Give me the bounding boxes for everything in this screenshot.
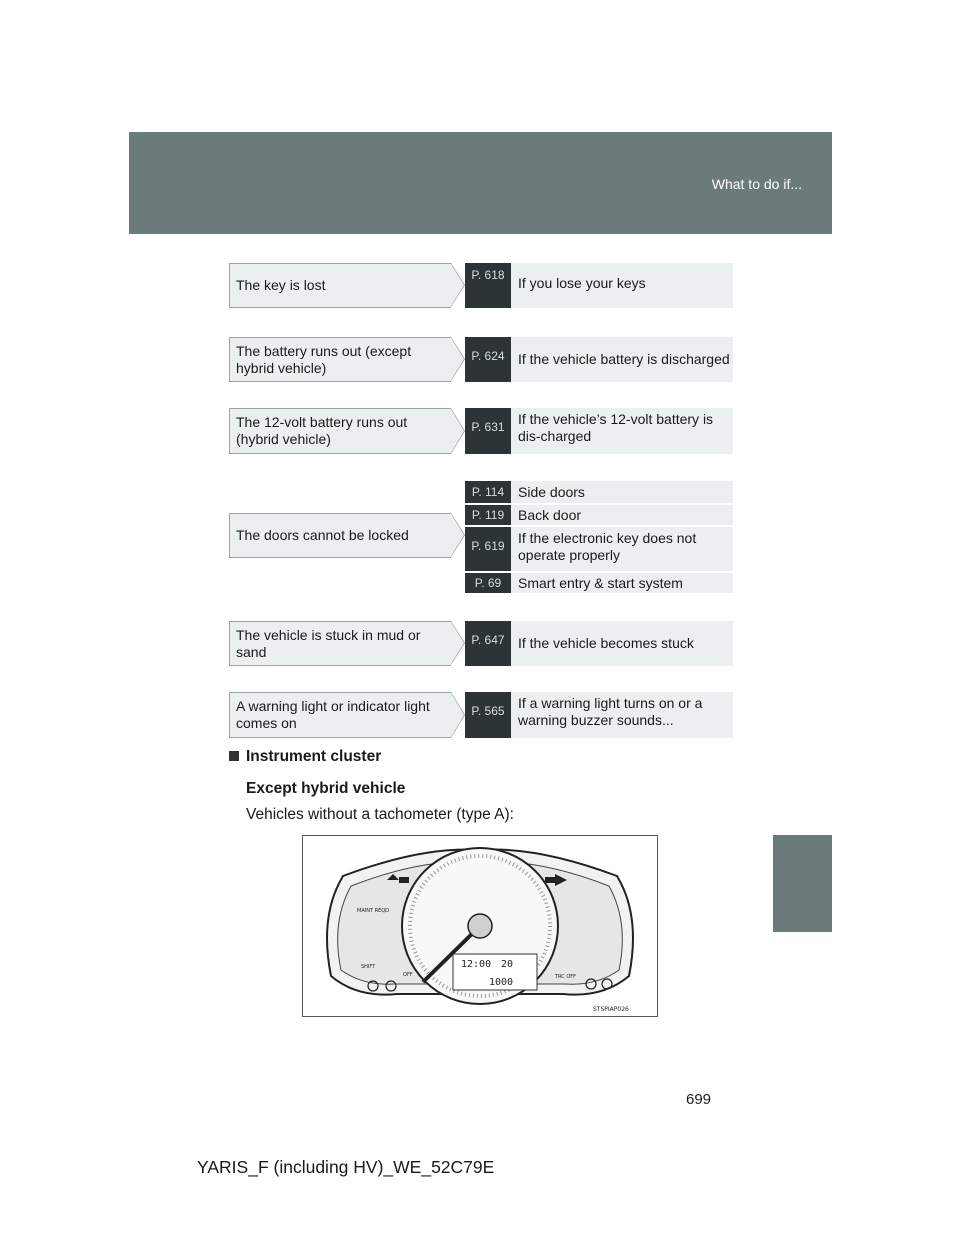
reference-item[interactable] <box>465 505 733 525</box>
page-reference[interactable]: P. 647 <box>465 621 511 666</box>
troubleshoot-row <box>229 481 733 593</box>
shift-label: SHIFT <box>361 964 376 970</box>
clock-readout: 12:00 <box>461 959 492 970</box>
reference-item[interactable] <box>465 337 733 382</box>
chapter-header <box>129 132 832 234</box>
reference-item[interactable] <box>465 573 733 593</box>
square-bullet-icon <box>229 751 239 761</box>
reference-text: If the vehicle battery is discharged <box>518 351 730 367</box>
problem-label: A warning light or indicator light comes on <box>229 692 451 738</box>
reference-item[interactable] <box>465 692 733 738</box>
reference-text: If a warning light turns on or a warning buzzer sounds... <box>518 695 703 728</box>
figure-caption: Vehicles without a tachometer (type A): <box>246 806 514 823</box>
troubleshoot-row <box>229 337 733 382</box>
chapter-title: What to do if... <box>711 176 802 192</box>
troubleshoot-row <box>229 408 733 454</box>
page-reference[interactable]: P. 619 <box>465 527 511 571</box>
troubleshoot-row <box>229 692 733 738</box>
odometer-readout: 1000 <box>489 977 514 988</box>
maint-reqd-label: MAINT REQD <box>357 908 390 914</box>
page-number: 699 <box>686 1091 712 1108</box>
document-code: YARIS_F (including HV)_WE_52C79E <box>197 1157 495 1177</box>
figure-code: STSPIAP026 <box>593 1006 629 1013</box>
problem-label: The battery runs out (except hybrid vehicle) <box>229 337 451 382</box>
chapter-side-tab <box>773 835 832 932</box>
reference-text: If the electronic key does not operate properly <box>518 530 697 563</box>
page-reference[interactable]: P. 624 <box>465 337 511 382</box>
temperature-readout: 20 <box>501 959 514 970</box>
page-reference[interactable]: P. 114 <box>465 481 511 503</box>
troubleshoot-row <box>229 263 733 308</box>
page-reference[interactable]: P. 631 <box>465 408 511 454</box>
reference-text: If the vehicle becomes stuck <box>518 635 694 651</box>
reference-item[interactable] <box>465 621 733 666</box>
reference-item[interactable] <box>465 481 733 503</box>
problem-label: The 12-volt battery runs out (hybrid vehicle) <box>229 408 451 454</box>
off-label: OFF <box>403 972 413 978</box>
reference-item[interactable] <box>465 527 733 571</box>
problem-label: The vehicle is stuck in mud or sand <box>229 621 451 666</box>
reference-text: If you lose your keys <box>518 275 646 291</box>
section-heading: Instrument cluster <box>229 748 381 766</box>
instrument-cluster-figure <box>302 835 658 1017</box>
page-reference[interactable]: P. 69 <box>465 573 511 593</box>
reference-text: If the vehicle’s 12-volt battery is dis-charged <box>518 411 714 444</box>
section-subtitle: Except hybrid vehicle <box>246 780 406 797</box>
instrument-cluster-illustration <box>303 836 657 1016</box>
reference-item[interactable] <box>465 408 733 454</box>
troubleshoot-row <box>229 621 733 666</box>
page-reference[interactable]: P. 119 <box>465 505 511 525</box>
reference-text: Side doors <box>518 483 585 500</box>
reference-text: Smart entry & start system <box>518 574 683 591</box>
page-reference[interactable]: P. 565 <box>465 692 511 738</box>
problem-label: The doors cannot be locked <box>229 513 451 558</box>
reference-text: Back door <box>518 506 582 523</box>
page-reference[interactable]: P. 618 <box>465 263 511 308</box>
reference-item[interactable] <box>465 263 733 308</box>
turn-left-arrow-icon <box>399 877 409 883</box>
turn-right-arrow-icon <box>545 877 555 883</box>
problem-label: The key is lost <box>229 263 451 308</box>
trc-off-label: TRC OFF <box>555 974 577 980</box>
